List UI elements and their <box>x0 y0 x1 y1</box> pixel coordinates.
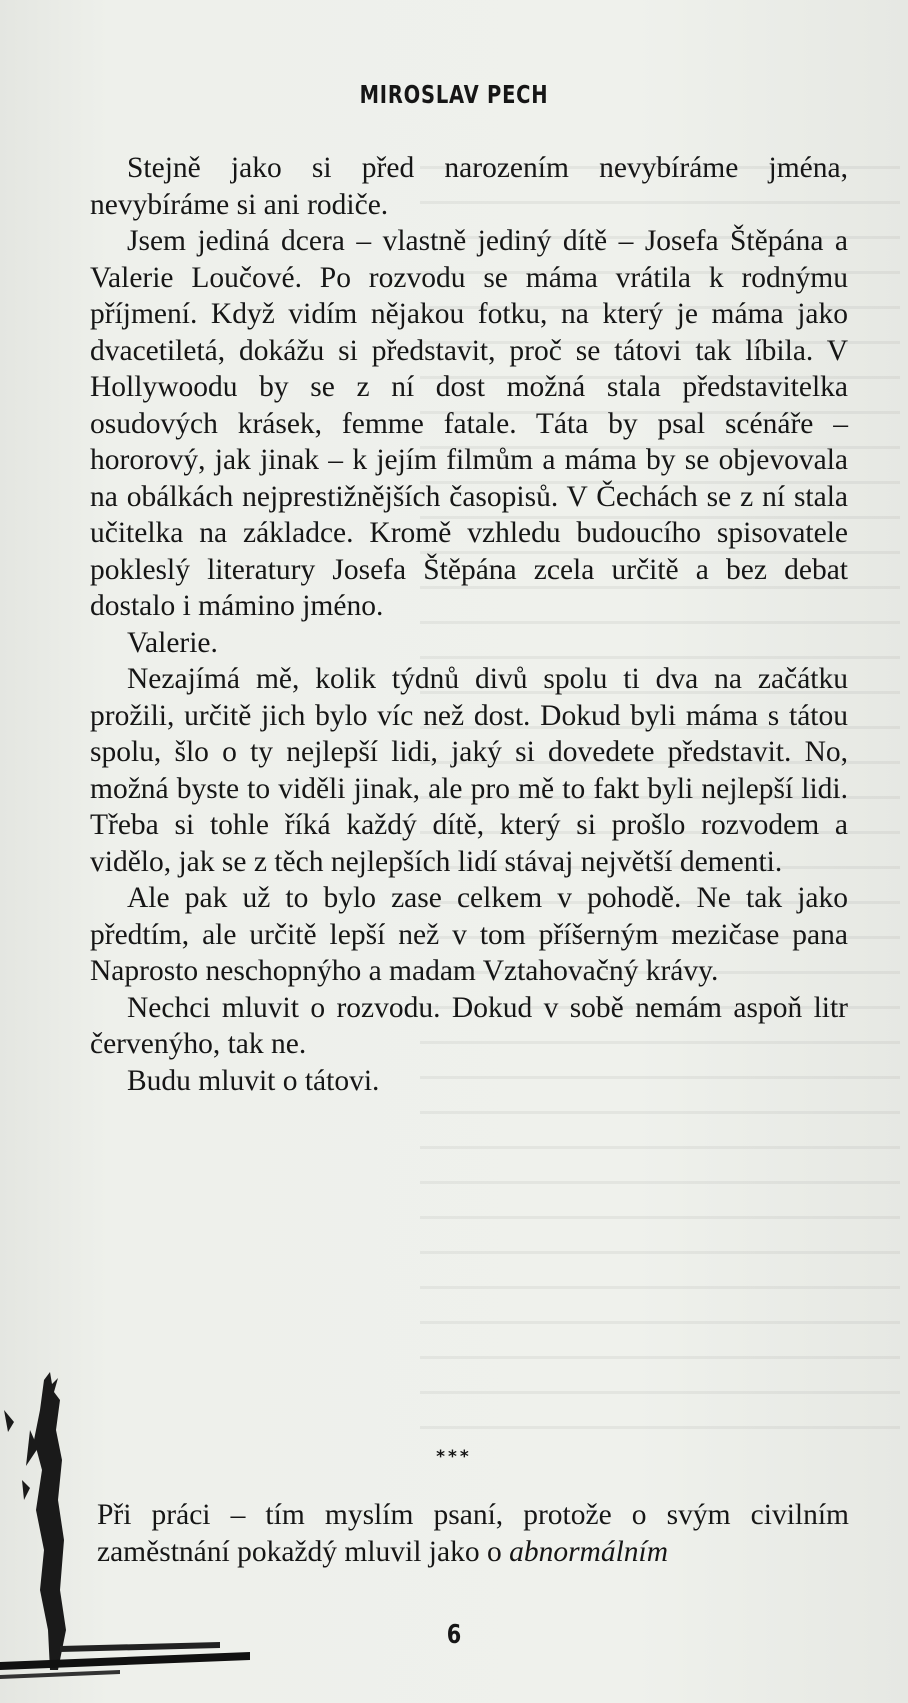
body-text <box>90 150 848 1099</box>
italic-word: abnormálním <box>509 1535 669 1568</box>
paragraph-last-text: Při práci – tím myslím psaní, protože o svým civilním zaměstnání pokaždý mluvil jako o <box>97 1499 849 1568</box>
paragraph: Jsem jediná dcera – vlastně jediný dítě – Josefa Štěpána a Valerie Loučové. Po rozvodu se máma vrátila k rodnýmu příjmení. Když vidím nějakou fotku, na který je máma jako dvacetiletá, dokážu si představit, proč se tátovi tak líbila. V Hollywoodu by se z ní dost možná stala představitelka osudových krásek, femme fatale. Táta by psal scénáře – hororový, jak jinak – k jejím filmům a máma by se objevovala na obálkách nejprestižnějších časopisů. V Čechách se z ní stala učitelka na základce. Kromě vzhledu budoucího spisovatele pokleslý literatury Josefa Štěpána zcela určitě a bez debat dostalo i mámino jméno. <box>90 225 848 622</box>
paragraph: Valerie. <box>127 626 218 659</box>
section-break: *** <box>436 1447 472 1467</box>
paragraph: Nezajímá mě, kolik týdnů divů spolu ti dva na začátku prožili, určitě jich bylo víc než dost. Dokud byli máma s tátou spolu, šlo o ty nejlepší lidi, jaký si dovedete představit. No, možná byste to viděli jinak, ale pro mě to fakt byli nejlepší lidi. Třeba si tohle říká každý dítě, který si prošlo rozvodem a vidělo, jak se z těch nejlepších lidí stávaj největší dementi. <box>90 663 848 878</box>
paragraph: Stejně jako si před narozením nevybíráme jména, nevybíráme si ani rodiče. <box>90 152 848 221</box>
running-head: MIROSLAV PECH <box>359 80 549 109</box>
paragraph: Ale pak už to bylo zase celkem v pohodě. Ne tak jako předtím, ale určitě lepší než v tom příšerným mezičase pana Naprosto neschopnýho a madam Vztahovačný krávy. <box>90 882 848 987</box>
paragraph: Budu mluvit o tátovi. <box>127 1064 380 1097</box>
paragraph: Nechci mluvit o rozvodu. Dokud v sobě nemám aspoň litr červenýho, tak ne. <box>90 991 848 1060</box>
page-number: 6 <box>446 1620 462 1650</box>
